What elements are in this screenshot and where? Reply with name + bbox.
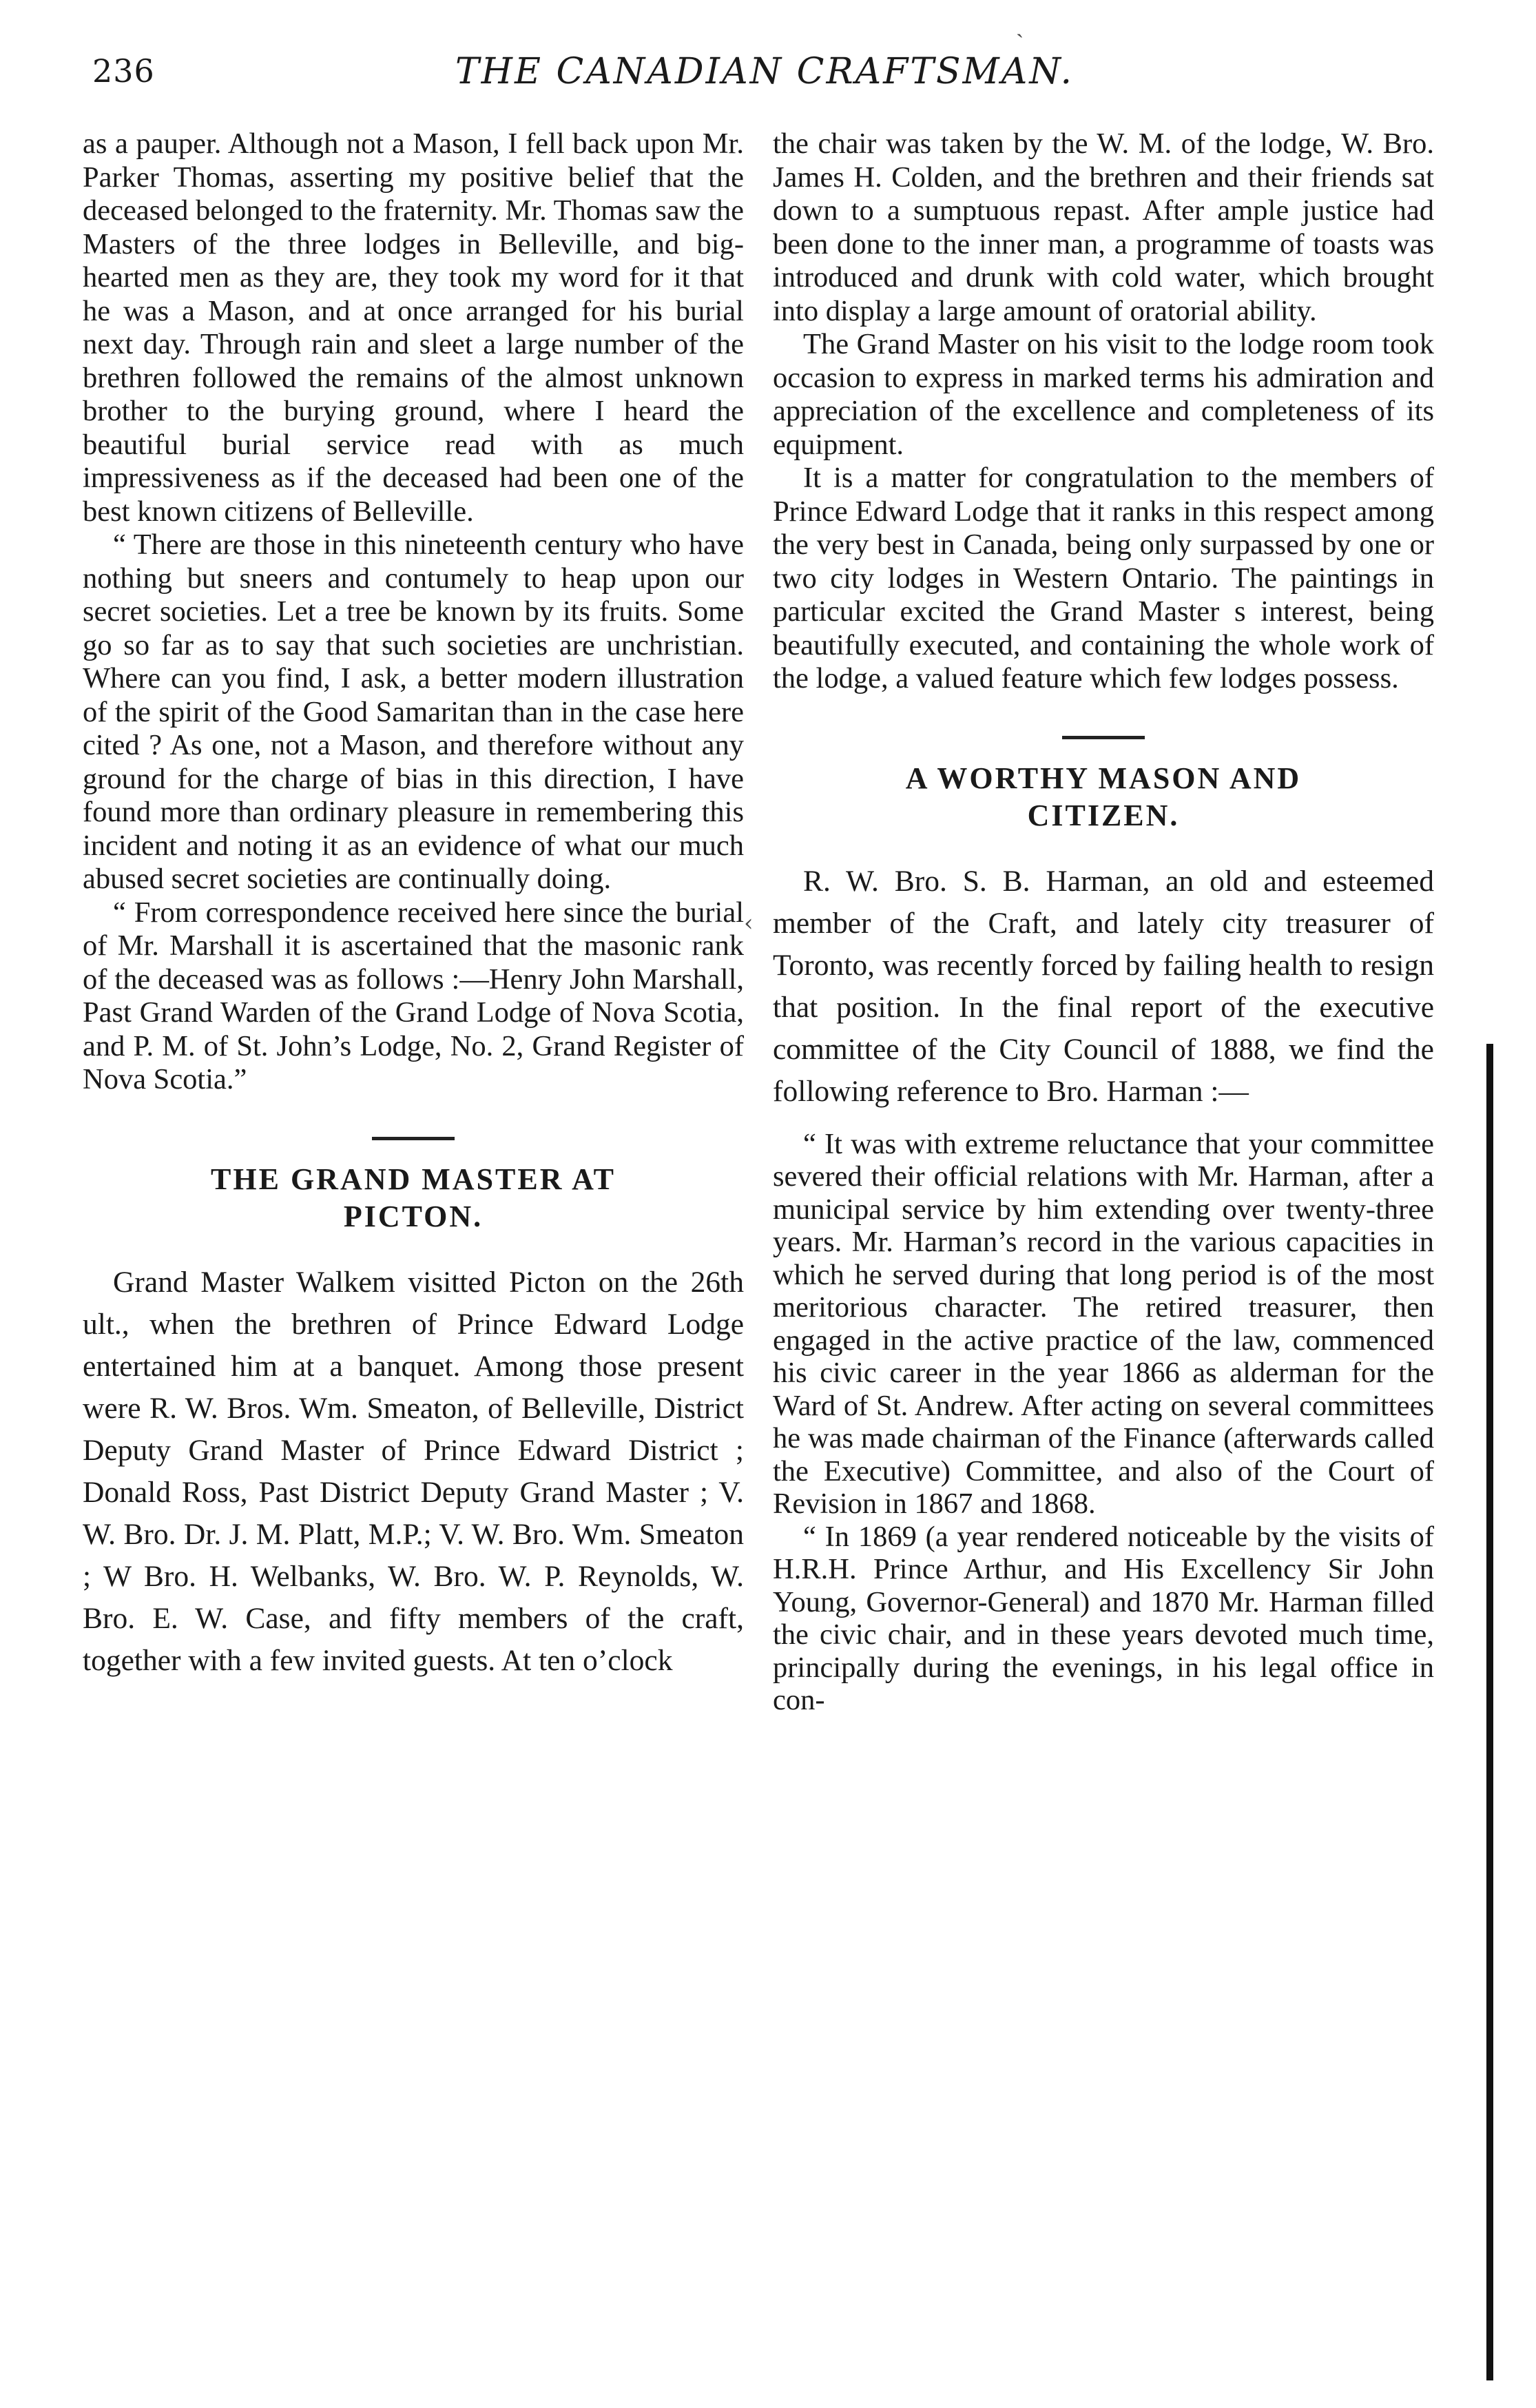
paragraph: “ There are those in this nineteenth century who have nothing but sneers and contumely to heap upon our secret societies. Let a tree be known by its fruits. Some go so far as to say that such societies are unchristian. Where can you find, I ask, a better modern illustration of the spirit of the Good Samaritan than in the case here cited ? As one, not a Mason, and therefore without any ground for the charge of bias in this direction, I have found more than ordinary pleasure in remembering this incident and noting it as an evidence of what our much abused secret societies are continually doing. xyxy=(83,528,744,895)
heading-line: CITIZEN. xyxy=(1027,798,1180,832)
section-heading xyxy=(773,760,1434,834)
paragraph: R. W. Bro. S. B. Harman, an old and esteemed member of the Craft, and lately city treasurer of Toronto, was recently forced by failing health to resign that position. In the final report of the executive committee of the City Council of 1888, we find the following reference to Bro. Harman :— xyxy=(773,864,1434,1108)
page-header xyxy=(83,50,1446,105)
paragraph: the chair was taken by the W. M. of the lodge, W. Bro. James H. Colden, and the brethren and their friends sat down to a sumptuous repast. After ample justice had been done to the inner man, a programme of toasts was introduced and drunk with cold water, which brought into display a large amount of oratorial ability. xyxy=(773,127,1434,327)
left-column xyxy=(83,127,744,1682)
stray-mark: ‹ xyxy=(744,909,754,937)
section-divider xyxy=(372,1137,455,1140)
paragraph: as a pauper. Although not a Mason, I fell back upon Mr. Parker Thomas, asserting my positive belief that the deceased belonged to the fraternity. Mr. Thomas saw the Masters of the three lodges in Belleville, and big-hearted men as they are, they took my word for it that he was a Mason, and at once arranged for his burial next day. Through rain and sleet a large number of the brethren followed the remains of the almost unknown brother to the burying ground, where I heard the beautiful burial service read with as much impressiveness as if the deceased had been one of the best known citizens of Belleville. xyxy=(83,127,744,528)
right-column xyxy=(773,127,1434,1717)
stray-mark: ˎ xyxy=(1016,11,1024,39)
paragraph: “ From correspondence received here since the burial of Mr. Marshall it is ascertained that the masonic rank of the deceased was as follows :—Henry John Marshall, Past Grand Warden of the Grand Lodge of Nova Scotia, and P. M. of St. John’s Lodge, No. 2, Grand Register of Nova Scotia.” xyxy=(83,896,744,1095)
paragraph: Grand Master Walkem visitted Picton on the 26th ult., when the brethren of Prince Edward Lodge entertained him at a banquet. Among those present were R. W. Bros. Wm. Smeaton, of Belleville, District Deputy Grand Master of Prince Edward District ; Donald Ross, Past District Deputy Grand Master ; V. W. Bro. Dr. J. M. Platt, M.P.; V. W. Bro. Wm. Smeaton ; W Bro. H. Welbanks, W. Bro. W. P. Reynolds, W. Bro. E. W. Case, and fifty members of the craft, together with a few invited guests. At ten o’clock xyxy=(83,1265,744,1677)
scan-edge-bar xyxy=(1486,1044,1493,2380)
running-title: THE CANADIAN CRAFTSMAN. xyxy=(455,51,1075,92)
page-number: 236 xyxy=(92,52,155,90)
paragraph: The Grand Master on his visit to the lodge room took occasion to express in marked terms his admiration and appreciation of the excellence and completeness of its equipment. xyxy=(773,328,1434,461)
paragraph: It is a matter for congratulation to the members of Prince Edward Lodge that it ranks in this respect among the very best in Canada, being only surpassed by one or two city lodges in Western Ontario. The paintings in particular excited the Grand Master s interest, being beautifully executed, and containing the whole work of the lodge, a valued feature which few lodges possess. xyxy=(773,462,1434,694)
section-heading xyxy=(83,1161,744,1235)
paragraph: “ In 1869 (a year rendered noticeable by the visits of H.R.H. Prince Arthur, and His Excellency Sir John Young, Governor-General) and 1870 Mr. Harman filled the civic chair, and in these years devoted much time, principally during the evenings, in his legal office in con- xyxy=(773,1520,1434,1716)
heading-line: PICTON. xyxy=(343,1199,484,1233)
section-divider xyxy=(1062,736,1145,739)
paragraph: “ It was with extreme reluctance that your committee severed their official relations with Mr. Harman, after a municipal service by him extending over twenty-three years. Mr. Harman’s record in the various capacities in which he served during that long period is of the most meritorious character. The retired treasurer, then engaged in the active practice of the law, commenced his civic career in the year 1866 as alderman for the Ward of St. Andrew. After acting on several committees he was made chairman of the Finance (afterwards called the Executive) Committee, and also of the Court of Revision in 1867 and 1868. xyxy=(773,1127,1434,1520)
heading-line: A WORTHY MASON AND xyxy=(905,761,1302,795)
heading-line: THE GRAND MASTER AT xyxy=(211,1162,616,1196)
